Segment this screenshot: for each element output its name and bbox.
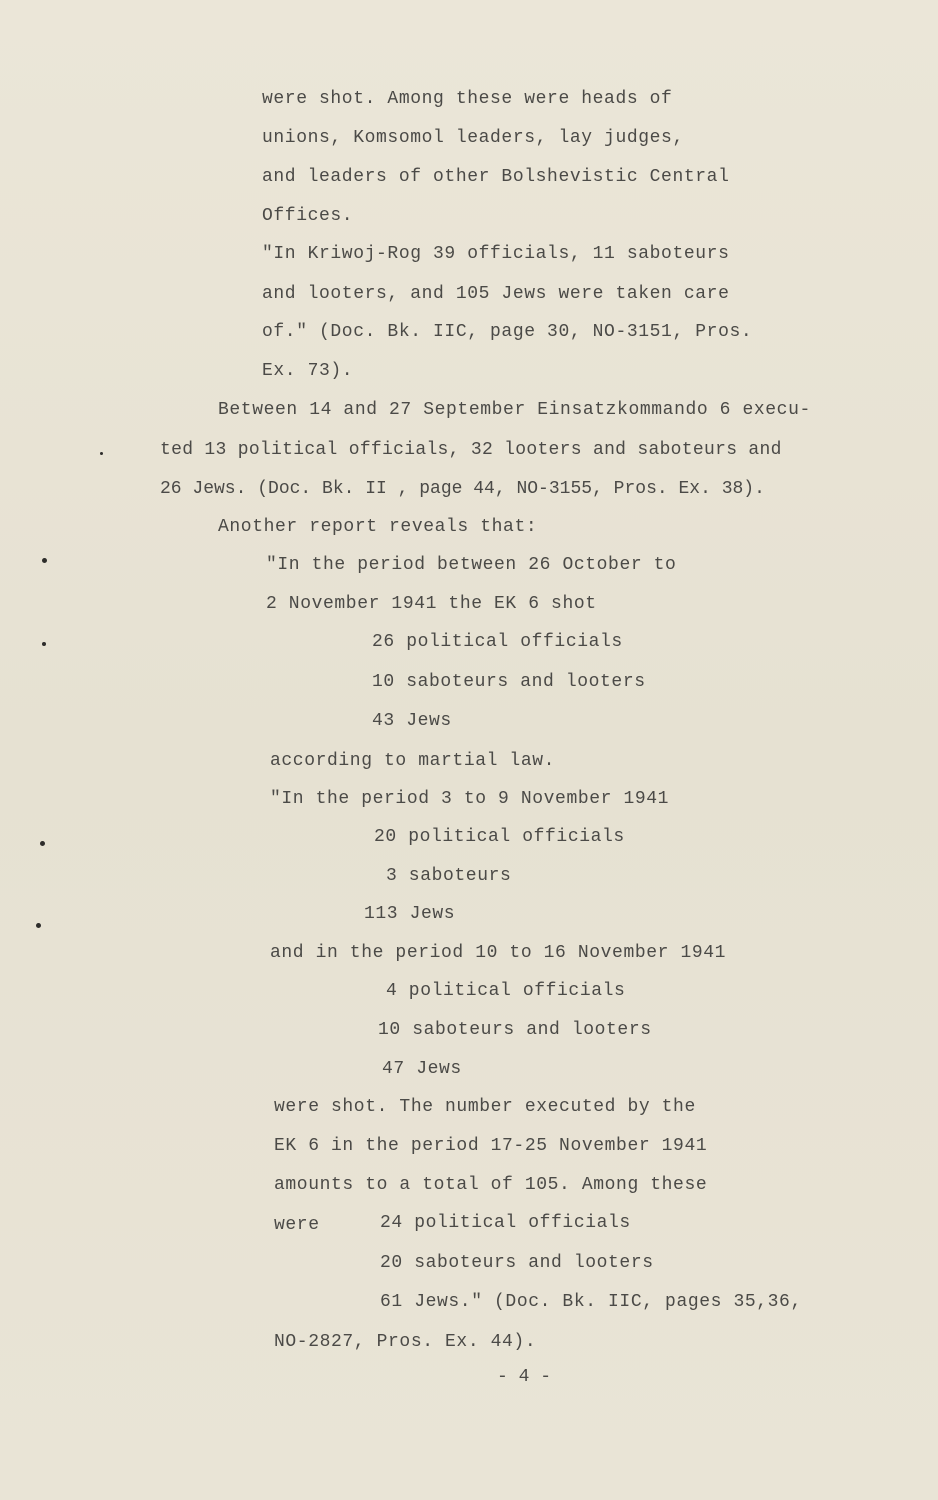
ink-speck xyxy=(100,452,103,455)
text-line: according to martial law. xyxy=(270,751,556,771)
text-line: 26 political officials xyxy=(372,632,623,652)
ink-speck xyxy=(36,923,41,928)
ink-speck xyxy=(42,642,46,646)
text-line: "In the period 3 to 9 November 1941 xyxy=(270,789,670,809)
text-line: EK 6 in the period 17-25 November 1941 xyxy=(274,1136,708,1156)
text-line: "In the period between 26 October to xyxy=(266,555,677,575)
text-line: were xyxy=(274,1215,320,1235)
text-line: Another report reveals that: xyxy=(218,517,538,537)
text-line: and looters, and 105 Jews were taken care xyxy=(262,284,730,304)
text-line: 43 Jews xyxy=(372,711,452,731)
ink-speck xyxy=(42,558,47,563)
text-line: and in the period 10 to 16 November 1941 xyxy=(270,943,727,963)
ink-speck xyxy=(40,841,45,846)
text-line: 24 political officials xyxy=(380,1213,631,1233)
text-line: were shot. Among these were heads of xyxy=(262,89,673,109)
text-line: 10 saboteurs and looters xyxy=(378,1020,652,1040)
text-line: 20 saboteurs and looters xyxy=(380,1253,654,1273)
text-line: were shot. The number executed by the xyxy=(274,1097,696,1117)
text-line: unions, Komsomol leaders, lay judges, xyxy=(262,128,684,148)
text-line: Ex. 73). xyxy=(262,361,354,381)
text-line: 113 Jews xyxy=(364,904,456,924)
text-line: 26 Jews. (Doc. Bk. II , page 44, NO-3155, Pros. Ex. 38). xyxy=(160,479,765,499)
text-line: 20 political officials xyxy=(374,827,625,847)
text-line: 3 saboteurs xyxy=(386,866,512,886)
text-line: 61 Jews." (Doc. Bk. IIC, pages 35,36, xyxy=(380,1292,802,1312)
text-line: 10 saboteurs and looters xyxy=(372,672,646,692)
text-line: Between 14 and 27 September Einsatzkommando 6 execu- xyxy=(218,400,811,420)
text-line: 4 political officials xyxy=(386,981,626,1001)
text-line: and leaders of other Bolshevistic Central xyxy=(262,167,730,187)
page-number: - 4 - xyxy=(497,1367,552,1387)
text-line: Offices. xyxy=(262,206,354,226)
text-line: NO-2827, Pros. Ex. 44). xyxy=(274,1332,537,1352)
text-line: of." (Doc. Bk. IIC, page 30, NO-3151, Pros. xyxy=(262,322,753,342)
text-line: "In Kriwoj-Rog 39 officials, 11 saboteurs xyxy=(262,244,730,264)
text-line: ted 13 political officials, 32 looters and saboteurs and xyxy=(160,440,782,460)
text-line: 47 Jews xyxy=(382,1059,462,1079)
text-line: amounts to a total of 105. Among these xyxy=(274,1175,708,1195)
text-line: 2 November 1941 the EK 6 shot xyxy=(266,594,597,614)
